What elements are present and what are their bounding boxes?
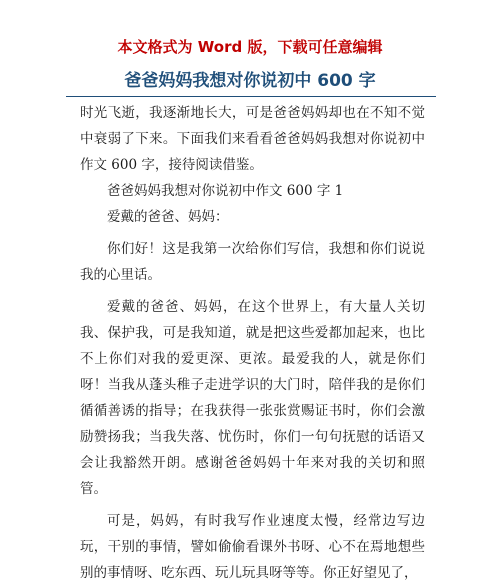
body-paragraph: 你们好！这是我第一次给你们写信，我想和你们说说我的心里话。 [80, 241, 425, 283]
section-heading: 爸爸妈妈我想对你说初中作文 600 字 1 [107, 183, 344, 199]
format-banner: 本文格式为 Word 版，下载可任意编辑 [117, 38, 383, 56]
salutation: 爱戴的爸爸、妈妈： [107, 209, 229, 225]
title-divider [66, 96, 436, 97]
document-body [80, 100, 425, 586]
body-paragraph: 可是，妈妈，有时我写作业速度太慢，经常边写边玩，干别的事情，譬如偷偷看课外书呀、心不在焉地想些别的事情呀、吃东西、玩儿玩具呀等等。你正好望见了， [80, 513, 425, 581]
intro-paragraph: 时光飞逝，我逐渐地长大，可是爸爸妈妈却也在不知不觉中衰弱了下来。下面我们来看看爸爸妈妈我想对你说初中作文 600 字，接待阅读借鉴。 [80, 105, 425, 173]
document-title: 爸爸妈妈我想对你说初中 600 字 [124, 71, 376, 91]
body-paragraph: 爱戴的爸爸、妈妈，在这个世界上，有大量人关切我、保护我，可是我知道，就是把这些爱都加起来，也比不上你们对我的爱更深、更浓。最爱我的人，就是你们呀！当我从蓬头稚子走进学识的大门时，陪伴我的是你们循循善诱的指导；在我获得一张张赏赐证书时，你们会激励赞扬我；当我失落、忧伤时，你们一句句抚慰的话语又会让我豁然开朗。感谢爸爸妈妈十年来对我的关切和照管。 [80, 299, 425, 497]
